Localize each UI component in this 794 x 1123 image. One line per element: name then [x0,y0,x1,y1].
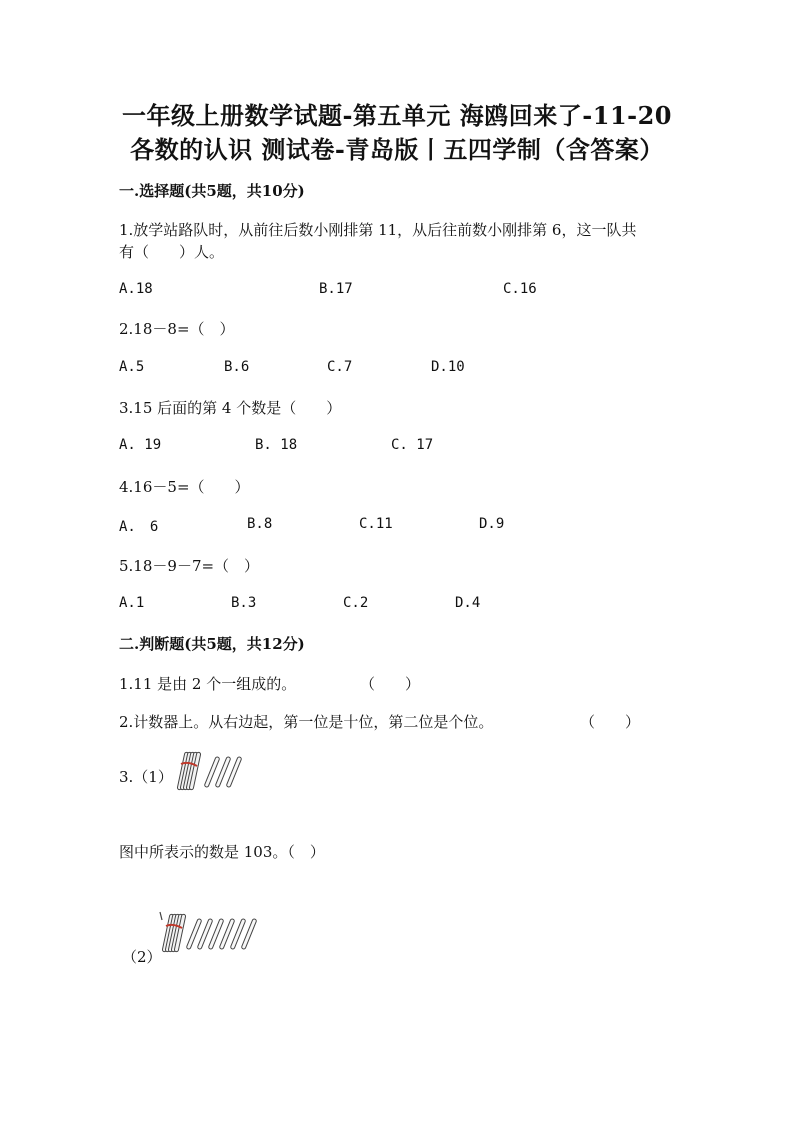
option-4c[interactable]: C.11 [359,516,393,532]
page-title-line2: 各数的认识 测试卷-青岛版丨五四学制（含答案） [130,135,664,164]
option-4b[interactable]: B.8 [247,516,273,532]
judgement-1-text: 1.11 是由 2 个一组成的。 [119,675,297,693]
option-2b[interactable]: B.6 [224,359,250,375]
option-5a[interactable]: A.1 [119,595,145,611]
option-5b[interactable]: B.3 [231,595,257,611]
option-5d[interactable]: D.4 [455,595,481,611]
ten-stick-bundle-icon [160,912,186,952]
question-4: 4.16－5=（ ） [119,478,250,496]
option-2a[interactable]: A.5 [119,359,145,375]
option-3a[interactable]: A. 19 [119,437,162,453]
judgement-2-blank[interactable]: （ ） [580,713,641,731]
judgement-3-sub2-label: （2） [122,948,162,966]
option-1b[interactable]: B.17 [319,281,353,297]
judgement-1-blank[interactable]: （ ） [360,675,421,693]
option-4a[interactable]: A. 6 [119,519,159,535]
stick-bundle-image-2 [156,910,260,958]
option-2d[interactable]: D.10 [431,359,465,375]
question-5: 5.18－9－7=（ ） [119,557,260,575]
section-heading-choice: 一.选择题(共5题，共10分) [119,182,305,200]
judgement-3-statement: 图中所表示的数是 103。（ ） [119,843,325,861]
judgement-3-label: 3.（1） [119,768,173,786]
judgement-2-text: 2.计数器上。从右边起，第一位是十位，第二位是个位。 [119,713,494,731]
option-1c[interactable]: C.16 [503,281,537,297]
question-3: 3.15 后面的第 4 个数是（ ） [119,399,342,417]
ten-stick-bundle-icon [177,752,201,790]
question-2: 2.18－8=（ ） [119,320,235,338]
page-title-line1: 一年级上册数学试题-第五单元 海鸥回来了-11-20 [121,101,673,130]
option-1a[interactable]: A.18 [119,281,153,297]
stick-bundle-image-1 [172,750,244,794]
option-3b[interactable]: B. 18 [255,437,298,453]
section-heading-judgement: 二.判断题(共5题，共12分) [119,635,305,653]
question-1-line2: 有（ ）人。 [119,243,225,261]
option-4d[interactable]: D.9 [479,516,505,532]
option-2c[interactable]: C.7 [327,359,353,375]
option-5c[interactable]: C.2 [343,595,369,611]
question-1-line1: 1.放学站路队时，从前往后数小刚排第 11，从后往前数小刚排第 6，这一队共 [119,221,637,239]
option-3c[interactable]: C. 17 [391,437,434,453]
